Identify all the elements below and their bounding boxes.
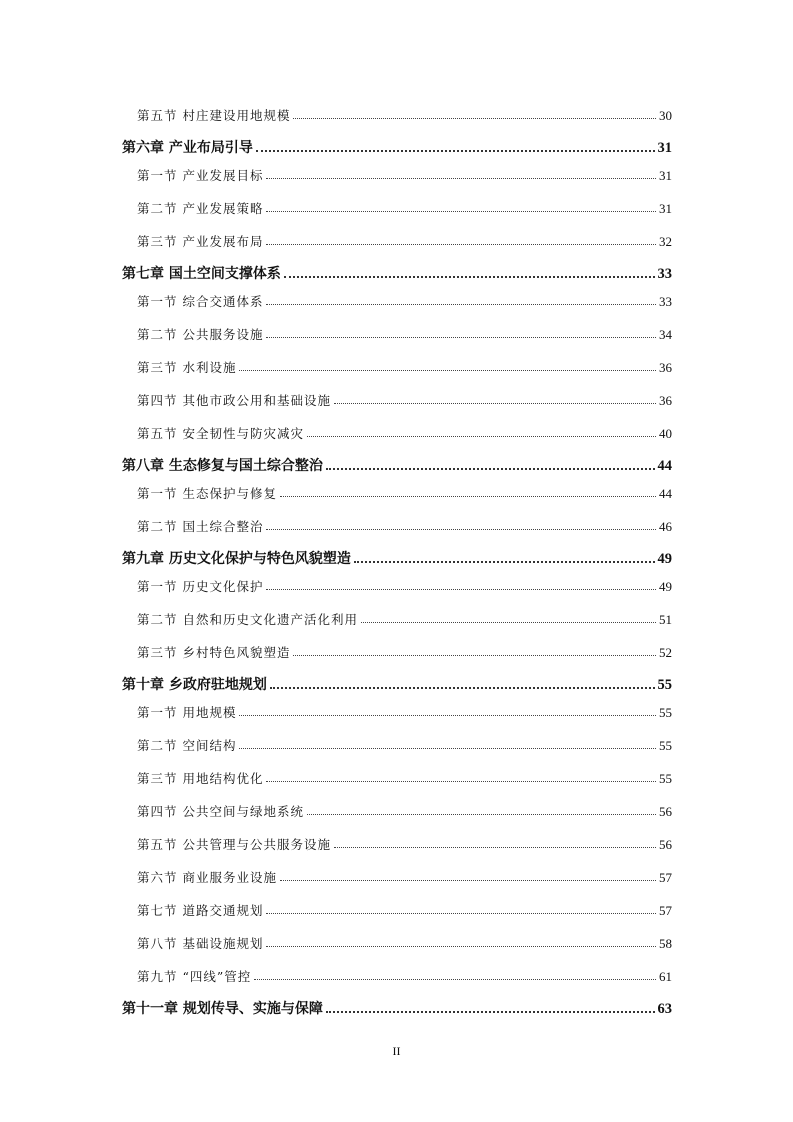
- toc-entry-page: 56: [659, 804, 672, 819]
- toc-section-entry[interactable]: [122, 961, 672, 985]
- toc-entry-page: 32: [659, 234, 672, 249]
- toc-entry-page: 55: [659, 705, 672, 720]
- toc-entry-page: 57: [659, 903, 672, 918]
- page-number: II: [392, 1044, 401, 1058]
- toc-entry-label: 第九节 “四线”管控: [137, 969, 252, 984]
- dot-leader: [280, 880, 656, 881]
- toc-entry-page: 46: [659, 519, 672, 534]
- toc-section-entry[interactable]: [122, 928, 672, 952]
- dot-leader: [256, 150, 655, 152]
- dot-leader: [266, 913, 656, 914]
- toc-section-entry[interactable]: [122, 730, 672, 754]
- toc-section-entry[interactable]: [122, 511, 672, 535]
- toc-entry-page: 44: [659, 486, 672, 501]
- toc-section-entry[interactable]: [122, 571, 672, 595]
- dot-leader: [326, 1011, 655, 1013]
- toc-section-entry[interactable]: [122, 637, 672, 661]
- toc-entry-page: 63: [657, 1001, 672, 1017]
- toc-entry-label: 第六章 产业布局引导: [122, 140, 253, 156]
- toc-section-entry[interactable]: [122, 100, 672, 124]
- toc-entry-page: 55: [659, 738, 672, 753]
- toc-entry-page: 51: [659, 612, 672, 627]
- toc-entry-page: 56: [659, 837, 672, 852]
- dot-leader: [307, 814, 656, 815]
- toc-entry-label: 第四节 公共空间与绿地系统: [137, 804, 304, 819]
- dot-leader: [284, 276, 655, 278]
- dot-leader: [239, 715, 656, 716]
- toc-entry-page: 33: [659, 294, 672, 309]
- dot-leader: [266, 178, 656, 179]
- dot-leader: [270, 687, 655, 689]
- toc-section-entry[interactable]: [122, 604, 672, 628]
- toc-chapter-entry[interactable]: [122, 259, 672, 283]
- toc-entry-label: 第一节 产业发展目标: [137, 168, 264, 183]
- toc-entry-label: 第二节 公共服务设施: [137, 327, 264, 342]
- toc-chapter-entry[interactable]: [122, 133, 672, 157]
- toc-entry-label: 第六节 商业服务业设施: [137, 870, 277, 885]
- dot-leader: [266, 244, 656, 245]
- toc-entry-label: 第七节 道路交通规划: [137, 903, 264, 918]
- dot-leader: [361, 622, 656, 623]
- toc-entry-page: 61: [659, 969, 672, 984]
- dot-leader: [266, 529, 656, 530]
- toc-entry-page: 52: [659, 645, 672, 660]
- toc-entry-label: 第一节 历史文化保护: [137, 579, 264, 594]
- dot-leader: [239, 370, 656, 371]
- toc-section-entry[interactable]: [122, 418, 672, 442]
- toc-entry-label: 第三节 用地结构优化: [137, 771, 264, 786]
- toc-entry-page: 40: [659, 426, 672, 441]
- toc-entry-label: 第八节 基础设施规划: [137, 936, 264, 951]
- toc-entry-label: 第五节 村庄建设用地规模: [137, 108, 291, 123]
- toc-section-entry[interactable]: [122, 385, 672, 409]
- toc-entry-label: 第十章 乡政府驻地规划: [122, 677, 267, 693]
- toc-entry-label: 第十一章 规划传导、实施与保障: [122, 1001, 323, 1017]
- dot-leader: [266, 337, 656, 338]
- dot-leader: [266, 589, 656, 590]
- toc-section-entry[interactable]: [122, 862, 672, 886]
- toc-entry-page: 31: [659, 168, 672, 183]
- dot-leader: [354, 561, 655, 563]
- toc-entry-label: 第八章 生态修复与国土综合整治: [122, 458, 323, 474]
- toc-entry-label: 第二节 产业发展策略: [137, 201, 264, 216]
- toc-entry-label: 第三节 水利设施: [137, 360, 237, 375]
- toc-section-entry[interactable]: [122, 286, 672, 310]
- toc-entry-page: 55: [657, 677, 672, 693]
- toc-entry-label: 第九章 历史文化保护与特色风貌塑造: [122, 551, 351, 567]
- toc-entry-label: 第一节 综合交通体系: [137, 294, 264, 309]
- dot-leader: [326, 468, 655, 470]
- toc-entry-label: 第二节 自然和历史文化遗产活化利用: [137, 612, 358, 627]
- toc-entry-label: 第七章 国土空间支撑体系: [122, 266, 281, 282]
- toc-entry-page: 55: [659, 771, 672, 786]
- dot-leader: [239, 748, 656, 749]
- dot-leader: [254, 979, 656, 980]
- toc-section-entry[interactable]: [122, 160, 672, 184]
- toc-section-entry[interactable]: [122, 829, 672, 853]
- toc-entry-page: 36: [659, 393, 672, 408]
- toc-section-entry[interactable]: [122, 226, 672, 250]
- dot-leader: [334, 847, 656, 848]
- toc-entry-label: 第二节 空间结构: [137, 738, 237, 753]
- dot-leader: [334, 403, 656, 404]
- toc-section-entry[interactable]: [122, 193, 672, 217]
- toc-entry-label: 第五节 安全韧性与防灾减灾: [137, 426, 304, 441]
- toc-section-entry[interactable]: [122, 697, 672, 721]
- toc-entry-label: 第三节 产业发展布局: [137, 234, 264, 249]
- dot-leader: [266, 946, 656, 947]
- dot-leader: [266, 211, 656, 212]
- toc-entry-label: 第五节 公共管理与公共服务设施: [137, 837, 331, 852]
- toc-entry-label: 第四节 其他市政公用和基础设施: [137, 393, 331, 408]
- toc-entry-page: 30: [659, 108, 672, 123]
- toc-chapter-entry[interactable]: [122, 670, 672, 694]
- dot-leader: [266, 304, 656, 305]
- toc-section-entry[interactable]: [122, 478, 672, 502]
- toc-section-entry[interactable]: [122, 763, 672, 787]
- toc-entry-page: 31: [657, 140, 672, 156]
- dot-leader: [293, 118, 656, 119]
- toc-entry-label: 第一节 生态保护与修复: [137, 486, 277, 501]
- dot-leader: [266, 781, 656, 782]
- toc-entry-page: 31: [659, 201, 672, 216]
- dot-leader: [280, 496, 656, 497]
- toc-entry-page: 44: [657, 458, 672, 474]
- toc-entry-page: 34: [659, 327, 672, 342]
- toc-entry-label: 第三节 乡村特色风貌塑造: [137, 645, 291, 660]
- toc-section-entry[interactable]: [122, 319, 672, 343]
- toc-chapter-entry[interactable]: [122, 544, 672, 568]
- toc-entry-page: 33: [657, 266, 672, 282]
- toc-entry-page: 57: [659, 870, 672, 885]
- toc-entry-label: 第一节 用地规模: [137, 705, 237, 720]
- dot-leader: [307, 436, 656, 437]
- toc-entry-page: 49: [659, 579, 672, 594]
- toc-entry-label: 第二节 国土综合整治: [137, 519, 264, 534]
- toc-entry-page: 58: [659, 936, 672, 951]
- toc-chapter-entry[interactable]: [122, 994, 672, 1018]
- toc-section-entry[interactable]: [122, 352, 672, 376]
- dot-leader: [293, 655, 656, 656]
- toc-entry-page: 36: [659, 360, 672, 375]
- toc-section-entry[interactable]: [122, 796, 672, 820]
- toc-section-entry[interactable]: [122, 895, 672, 919]
- toc-entry-page: 49: [657, 551, 672, 567]
- toc-chapter-entry[interactable]: [122, 451, 672, 475]
